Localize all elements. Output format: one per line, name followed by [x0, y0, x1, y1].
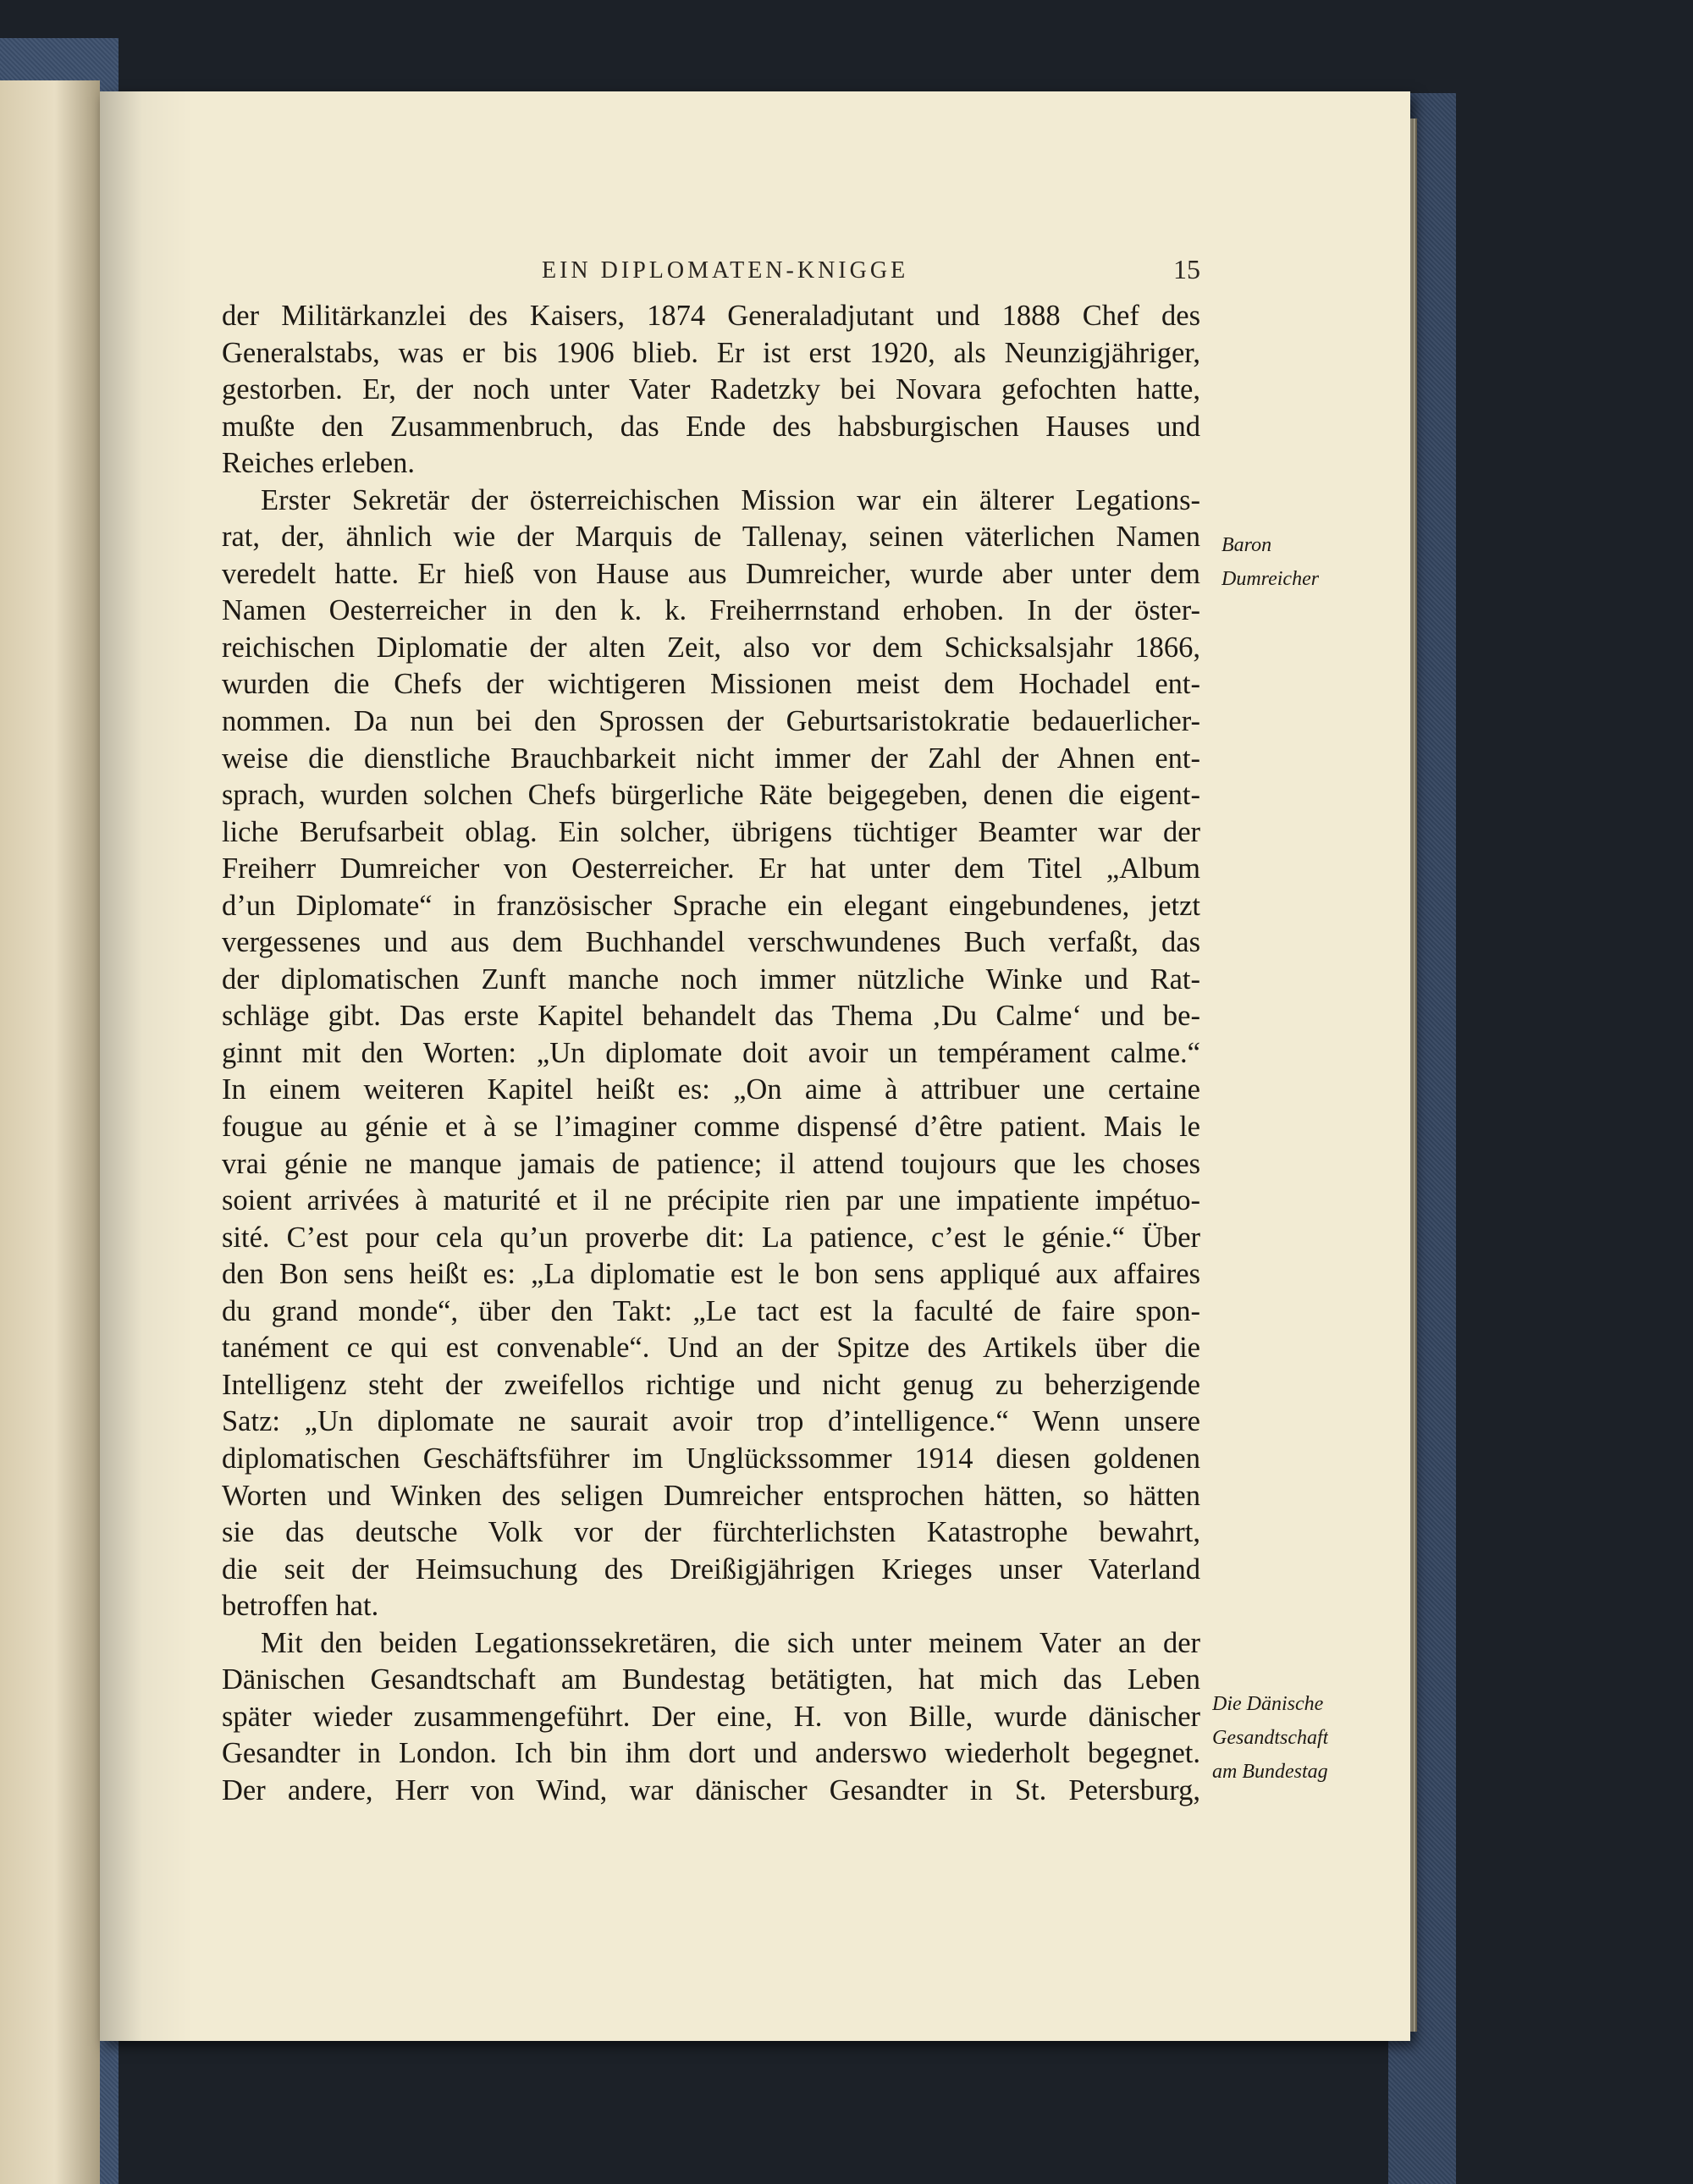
text-line: soient arrivées à maturité et il ne précipite rien par une impatiente impétuo-: [222, 1184, 1200, 1217]
text-line: vergessenes und aus dem Buchhandel verschwundenes Buch verfaßt, das: [222, 926, 1200, 959]
text-line: liche Berufsarbeit oblag. Ein solcher, übrigens tüchtiger Beamter war der: [222, 815, 1200, 848]
text-line: Namen Oesterreicher in den k. k. Freiherrnstand erhoben. In der öster-: [222, 594, 1200, 627]
text-line: Der andere, Herr von Wind, war dänischer Gesandter in St. Petersburg,: [222, 1773, 1200, 1806]
text-line: betroffen hat.: [222, 1590, 379, 1623]
text-line: fougue au génie et à se l’imaginer comme dispensé d’être patient. Mais le: [222, 1111, 1200, 1144]
text-line: vrai génie ne manque jamais de patience; il attend toujours que les choses: [222, 1147, 1200, 1180]
text-line: Reiches erleben.: [222, 447, 415, 480]
text-line: die seit der Heimsuchung des Dreißigjährigen Krieges unser Vaterland: [222, 1553, 1200, 1586]
text-line: diplomatischen Geschäftsführer im Unglückssommer 1914 diesen goldenen: [222, 1442, 1200, 1475]
text-line: reichischen Diplomatie der alten Zeit, also vor dem Schicksalsjahr 1866,: [222, 631, 1200, 664]
text-line: später wieder zusammengeführt. Der eine, H. von Bille, wurde dänischer: [222, 1700, 1200, 1733]
text-line: tanément ce qui est convenable“. Und an der Spitze des Artikels über die: [222, 1332, 1200, 1365]
text-line: sprach, wurden solchen Chefs bürgerliche Räte beigegeben, denen die eigent-: [222, 779, 1200, 812]
text-line: weise die dienstliche Brauchbarkeit nicht immer der Zahl der Ahnen ent-: [222, 742, 1200, 775]
text-line: d’un Diplomate“ in französischer Sprache ein elegant eingebundenes, jetzt: [222, 889, 1200, 922]
text-line: In einem weiteren Kapitel heißt es: „On aime à attribuer une certaine: [222, 1073, 1200, 1106]
text-line: Mit den beiden Legationssekretären, die sich unter meinem Vater an der: [261, 1626, 1200, 1659]
text-line: sité. C’est pour cela qu’un proverbe dit: La patience, c’est le génie.“ Über: [222, 1221, 1200, 1254]
sidenote-baron-dumreicher: [1221, 528, 1319, 596]
page-number: 15: [1173, 254, 1200, 284]
text-line: nommen. Da nun bei den Sprossen der Geburtsaristokratie bedauerlicher-: [222, 705, 1200, 738]
text-line: Satz: „Un diplomate ne saurait avoir trop d’intelligence.“ Wenn unsere: [222, 1405, 1200, 1438]
running-title: EIN DIPLOMATEN-KNIGGE: [542, 257, 909, 284]
sidenote-line: Die Dänische: [1212, 1693, 1324, 1715]
sidenote-daenische-gesandtschaft: [1212, 1687, 1328, 1789]
sidenote-line: am Bundestag: [1212, 1761, 1328, 1783]
text-line: der diplomatischen Zunft manche noch immer nützliche Winke und Rat-: [222, 962, 1200, 995]
text-line: veredelt hatte. Er hieß von Hause aus Dumreicher, wurde aber unter dem: [222, 557, 1200, 590]
text-line: Dänischen Gesandtschaft am Bundestag betätigten, hat mich das Leben: [222, 1663, 1200, 1696]
text-line: schläge gibt. Das erste Kapitel behandelt das Thema ‚Du Calme‘ und be-: [222, 1000, 1200, 1033]
text-line: gestorben. Er, der noch unter Vater Radetzky bei Novara gefochten hatte,: [222, 373, 1200, 406]
text-line: ginnt mit den Worten: „Un diplomate doit avoir un tempérament calme.“: [222, 1036, 1200, 1069]
text-line: Worten und Winken des seligen Dumreicher entsprochen hätten, so hätten: [222, 1479, 1200, 1512]
text-line: Intelligenz steht der zweifellos richtige und nicht genug zu beherzigende: [222, 1368, 1200, 1401]
sidenote-line: Gesandtschaft: [1212, 1727, 1329, 1749]
body-text: [222, 298, 1200, 1809]
running-header: [542, 254, 1227, 288]
text-line: du grand monde“, über den Takt: „Le tact est la faculté de faire spon-: [222, 1294, 1200, 1327]
text-line: mußte den Zusammenbruch, das Ende des habsburgischen Hauses und: [222, 410, 1200, 443]
text-line: sie das deutsche Volk vor der fürchterlichsten Katastrophe bewahrt,: [222, 1516, 1200, 1549]
text-line: Gesandter in London. Ich bin ihm dort und anderswo wiederholt begegnet.: [222, 1737, 1200, 1770]
facing-page-edge: [0, 80, 100, 2184]
text-line: Generalstabs, was er bis 1906 blieb. Er ist erst 1920, als Neunzigjähriger,: [222, 336, 1200, 369]
text-line: Freiherr Dumreicher von Oesterreicher. Er hat unter dem Titel „Album: [222, 852, 1200, 885]
text-line: der Militärkanzlei des Kaisers, 1874 Generaladjutant und 1888 Chef des: [222, 300, 1200, 332]
text-line: den Bon sens heißt es: „La diplomatie est le bon sens appliqué aux affaires: [222, 1258, 1200, 1291]
text-line: Erster Sekretär der österreichischen Mission war ein älterer Legations-: [261, 483, 1200, 516]
sidenote-line: Dumreicher: [1221, 568, 1320, 590]
sidenote-line: Baron: [1221, 534, 1272, 556]
text-line: rat, der, ähnlich wie der Marquis de Tallenay, seinen väterlichen Namen: [222, 521, 1200, 554]
text-line: wurden die Chefs der wichtigeren Missionen meist dem Hochadel ent-: [222, 668, 1200, 701]
